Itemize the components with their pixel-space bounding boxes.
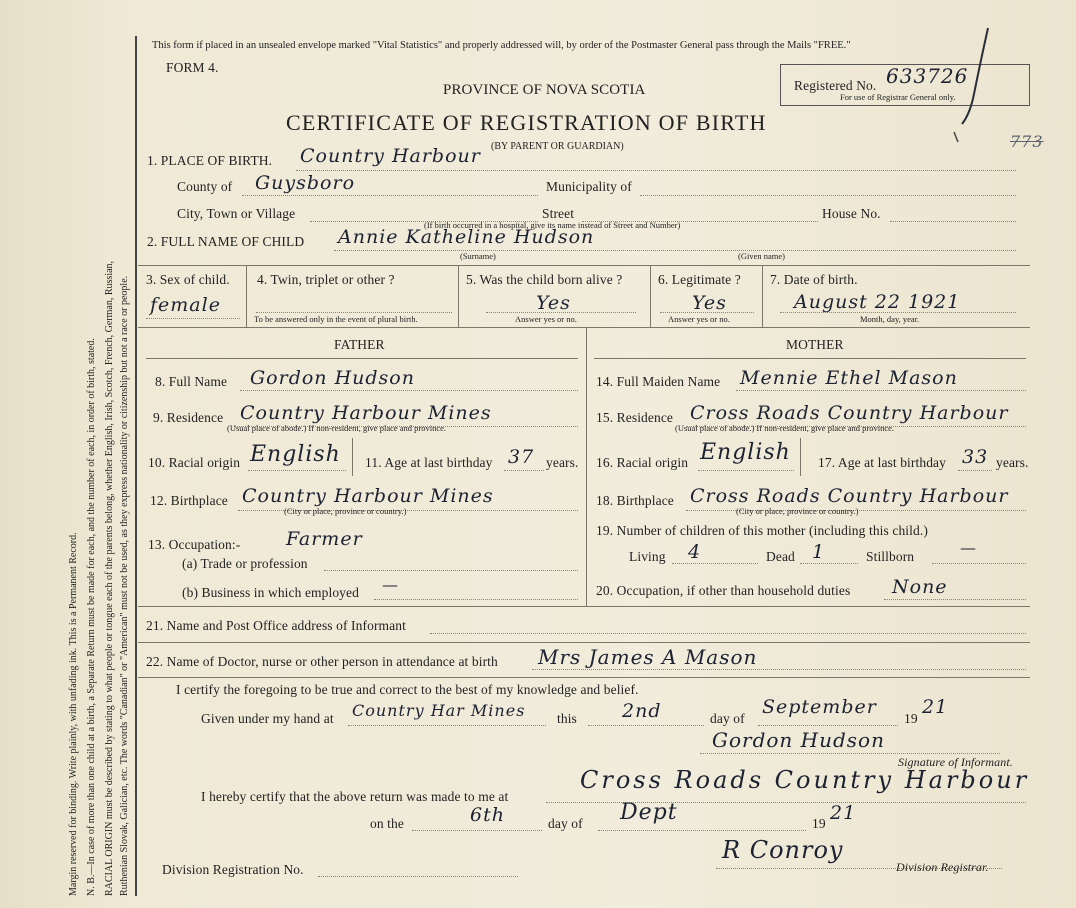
informant-signature-line	[700, 753, 1000, 754]
row3-divider-4	[762, 265, 763, 327]
informant-label: 21. Name and Post Office address of Informant	[146, 618, 406, 633]
trade-label: (a) Trade or profession	[182, 556, 308, 571]
corner-mark: 773	[1010, 132, 1044, 151]
legitimate-label: 6. Legitimate ?	[658, 272, 741, 287]
doctor-label: 22. Name of Doctor, nurse or other person in attendance at birth	[146, 654, 498, 669]
mother-age-line	[958, 470, 992, 471]
certify-day-value: 2nd	[622, 700, 662, 722]
registrar-label: Division Registrar.	[896, 860, 989, 874]
given-place-line	[348, 725, 546, 726]
father-age-line	[504, 470, 544, 471]
postal-notice: This form if placed in an unsealed envelope marked "Vital Statistics" and properly addressed will, by order of the Postmaster General pass through the Mails "FREE."	[152, 40, 851, 51]
mother-race-label: 16. Racial origin	[596, 455, 689, 470]
birth-date-note: Month, day, year.	[860, 314, 920, 324]
certificate-subtitle: (BY PARENT OR GUARDIAN)	[491, 141, 624, 152]
registered-number: 633726	[886, 64, 969, 88]
mother-name-value: Mennie Ethel Mason	[740, 367, 958, 389]
return-year-prefix: 19	[812, 816, 826, 831]
return-year-value: 21	[830, 802, 857, 824]
mother-name-label: 14. Full Maiden Name	[596, 374, 721, 389]
father-birthplace-value: Country Harbour Mines	[242, 485, 494, 507]
margin-note-binding: Margin reserved for binding. Write plainly, with unfading ink. This is a Permanent Record.	[68, 532, 79, 896]
father-age-value: 37	[508, 446, 535, 468]
father-race-line	[248, 470, 346, 471]
place-line	[296, 170, 1016, 171]
dead-value: 1	[812, 541, 826, 563]
form-number: FORM 4.	[166, 60, 219, 75]
mother-birthplace-value: Cross Roads Country Harbour	[690, 485, 1009, 507]
city-label: City, Town or Village	[177, 206, 296, 221]
living-value: 4	[688, 541, 702, 563]
certify-year-prefix: 19	[904, 711, 918, 726]
sex-line	[146, 318, 240, 319]
given-under-hand-label: Given under my hand at	[201, 711, 334, 726]
birth-date-label: 7. Date of birth.	[770, 272, 858, 287]
father-name-line	[240, 390, 578, 391]
doctor-rule	[138, 677, 1030, 678]
division-registration-line	[318, 876, 518, 877]
child-name-line	[334, 250, 1016, 251]
business-line	[374, 599, 578, 600]
mother-race-value: English	[700, 440, 791, 465]
informant-line	[430, 633, 1026, 634]
mother-race-divider	[800, 438, 801, 476]
father-name-label: 8. Full Name	[155, 374, 228, 389]
house-label: House No.	[822, 206, 881, 221]
row3-divider-1	[246, 265, 247, 327]
mother-birthplace-label: 18. Birthplace	[596, 493, 674, 508]
informant-signature: Gordon Hudson	[712, 728, 885, 752]
mother-residence-value: Cross Roads Country Harbour	[690, 402, 1009, 424]
doctor-line	[532, 669, 1026, 670]
dead-line	[800, 563, 858, 564]
row3-divider-2	[458, 265, 459, 327]
alive-note: Answer yes or no.	[515, 314, 577, 324]
doctor-value: Mrs James A Mason	[538, 645, 758, 669]
alive-value: Yes	[536, 292, 571, 314]
child-name-label: 2. FULL NAME OF CHILD	[147, 234, 305, 249]
house-line	[890, 221, 1016, 222]
sex-label: 3. Sex of child.	[146, 272, 230, 287]
father-residence-note: (Usual place of abode.) If non-resident, give place and province.	[227, 423, 447, 433]
legitimate-note: Answer yes or no.	[668, 314, 730, 324]
mother-age-value: 33	[962, 446, 989, 468]
father-residence-label: 9. Residence	[153, 410, 224, 425]
certify-day-of-label: day of	[710, 711, 745, 726]
hospital-note: (If birth occurred in a hospital, give its name instead of Street and Number)	[424, 220, 681, 230]
child-name-value: Annie Katheline Hudson	[338, 226, 595, 248]
municipality-line	[640, 195, 1016, 196]
row3-bottom-rule	[138, 327, 1030, 328]
return-day-value: 6th	[470, 804, 505, 826]
twin-note: To be answered only in the event of plural birth.	[254, 314, 418, 324]
father-age-label: 11. Age at last birthday	[365, 455, 493, 470]
trade-line	[324, 570, 578, 571]
county-value: Guysboro	[255, 172, 356, 194]
father-race-divider	[352, 438, 353, 476]
business-label: (b) Business in which employed	[182, 585, 359, 600]
margin-note-nb: N. B.—In case of more than one child at a birth, a Separate Return must be made for each, and the number of each, in order of birth, stated.	[86, 338, 97, 896]
mother-residence-label: 15. Residence	[596, 410, 674, 425]
mother-heading-rule	[594, 358, 1026, 359]
alive-label: 5. Was the child born alive ?	[466, 272, 623, 287]
margin-note-racial-2: Ruthenian Slovak, Galician, etc. The words "Canadian" or "American" must not be used, as they express nationality or citizenship but not a race or people.	[119, 275, 130, 896]
return-day-line	[412, 830, 542, 831]
mother-name-line	[736, 390, 1026, 391]
county-line	[242, 195, 538, 196]
certify-year-value: 21	[922, 696, 949, 718]
living-line	[672, 563, 758, 564]
certify-day-line	[588, 725, 704, 726]
business-value: —	[382, 575, 399, 594]
municipality-label: Municipality of	[546, 179, 632, 194]
father-race-value: English	[250, 442, 341, 467]
street-label: Street	[542, 206, 575, 221]
dead-label: Dead	[766, 549, 795, 564]
father-residence-value: Country Harbour Mines	[240, 402, 492, 424]
certify-statement: I certify the foregoing to be true and correct to the best of my knowledge and belief.	[176, 682, 639, 697]
certify-month-line	[758, 725, 898, 726]
mother-occupation-line	[884, 599, 1026, 600]
mother-birthplace-note: (City or place, province or country.)	[736, 506, 859, 516]
stillborn-value: —	[960, 538, 977, 557]
registrar-signature: R Conroy	[722, 836, 844, 864]
row3-divider-3	[650, 265, 651, 327]
mother-occupation-label: 20. Occupation, if other than household duties	[596, 583, 851, 598]
place-label: 1. PLACE OF BIRTH.	[147, 153, 273, 168]
parents-divider	[586, 327, 587, 606]
certificate-title: CERTIFICATE OF REGISTRATION OF BIRTH	[286, 110, 767, 135]
informant-rule	[138, 642, 1030, 643]
province-heading: PROVINCE OF NOVA SCOTIA	[443, 82, 646, 98]
return-month-value: Dept	[620, 800, 678, 825]
legitimate-line	[660, 312, 754, 313]
division-registration-label: Division Registration No.	[162, 862, 304, 877]
mother-heading: MOTHER	[786, 337, 844, 352]
father-name-value: Gordon Hudson	[250, 367, 415, 389]
mother-years-label: years.	[996, 455, 1029, 470]
margin-note-racial: RACIAL ORIGIN must be described by stating to what people or tongue each of the parents belong, whether English, Irish, Scotch, French, German, Russian,	[104, 260, 115, 896]
return-month-line	[598, 830, 806, 831]
given-name-note: (Given name)	[738, 251, 785, 261]
mother-age-label: 17. Age at last birthday	[818, 455, 946, 470]
return-statement: I hereby certify that the above return was made to me at	[201, 789, 509, 804]
twin-line	[256, 312, 452, 313]
place-value: Country Harbour	[300, 145, 481, 167]
father-race-label: 10. Racial origin	[148, 455, 241, 470]
legitimate-value: Yes	[692, 292, 727, 314]
pencil-check-mark	[940, 24, 1000, 144]
return-place-line	[546, 802, 1026, 803]
stillborn-line	[932, 563, 1026, 564]
father-years-label: years.	[546, 455, 579, 470]
father-heading-rule	[146, 358, 578, 359]
father-birthplace-note: (City or place, province or country.)	[284, 506, 407, 516]
alive-line	[486, 312, 636, 313]
father-occupation-value: Farmer	[286, 528, 363, 550]
return-day-of-label: day of	[548, 816, 583, 831]
stillborn-label: Stillborn	[866, 549, 915, 564]
given-place-value: Country Har Mines	[352, 701, 526, 720]
birth-date-line	[780, 312, 1016, 313]
twin-label: 4. Twin, triplet or other ?	[257, 272, 395, 287]
mother-occupation-value: None	[892, 576, 948, 598]
children-count-label: 19. Number of children of this mother (including this child.)	[596, 523, 928, 538]
registrar-note: For use of Registrar General only.	[840, 92, 956, 102]
on-the-label: on the	[370, 816, 404, 831]
surname-note: (Surname)	[460, 251, 496, 261]
left-border	[135, 36, 137, 896]
return-place-value: Cross Roads Country Harbour	[580, 766, 1030, 794]
living-label: Living	[629, 549, 666, 564]
this-label: this	[557, 711, 577, 726]
father-heading: FATHER	[334, 337, 385, 352]
row3-top-rule	[138, 265, 1030, 266]
registered-label: Registered No.	[794, 78, 877, 93]
father-occupation-label: 13. Occupation:-	[148, 537, 241, 552]
certify-month-value: September	[762, 696, 877, 718]
sex-value: female	[150, 294, 221, 316]
mother-residence-note: (Usual place of abode.) If non-resident, give place and province.	[675, 423, 895, 433]
birth-date-value: August 22 1921	[794, 291, 961, 313]
parents-bottom-rule	[138, 606, 1030, 607]
father-birthplace-label: 12. Birthplace	[150, 493, 228, 508]
informant-signature-label: Signature of Informant.	[898, 755, 1013, 769]
county-label: County of	[177, 179, 233, 194]
mother-race-line	[698, 470, 794, 471]
